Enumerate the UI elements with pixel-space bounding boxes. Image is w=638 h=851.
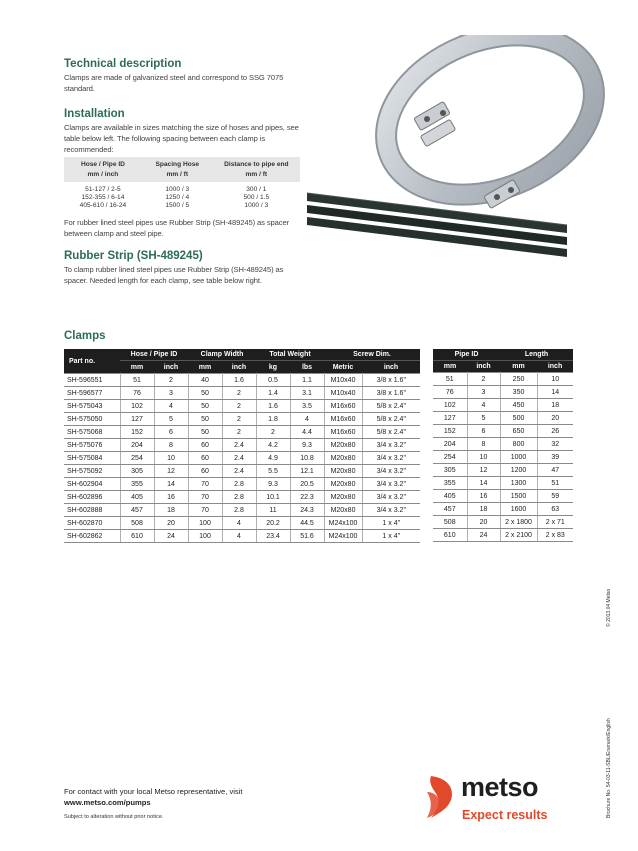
table-cell: 60 bbox=[188, 439, 222, 452]
table-cell: M20x80 bbox=[324, 478, 362, 491]
table-cell: 508 bbox=[433, 516, 467, 529]
table-cell: 3/8 x 1.6" bbox=[362, 387, 420, 400]
table-row bbox=[433, 529, 573, 542]
table-cell: 3/4 x 3.2" bbox=[362, 465, 420, 478]
sub-header: mm bbox=[500, 361, 537, 373]
header-hose-pipe-id: Hose / Pipe ID bbox=[120, 349, 188, 361]
spacing-cell: 51-127 / 2-5 bbox=[85, 186, 121, 193]
table-cell: 1500 bbox=[500, 490, 537, 503]
table-cell: 5/8 x 2.4" bbox=[362, 400, 420, 413]
table-cell: 60 bbox=[188, 452, 222, 465]
sub-header: inch bbox=[467, 361, 500, 373]
table-cell: 305 bbox=[433, 464, 467, 477]
table-cell: 20 bbox=[154, 517, 188, 530]
table-cell: 610 bbox=[120, 530, 154, 543]
table-cell: M16x60 bbox=[324, 400, 362, 413]
table-cell: 39 bbox=[537, 451, 573, 464]
table-cell: 4.9 bbox=[256, 452, 290, 465]
table-cell: 305 bbox=[120, 465, 154, 478]
table-cell: 26 bbox=[537, 425, 573, 438]
table-row bbox=[433, 412, 573, 425]
table-cell: 22.3 bbox=[290, 491, 324, 504]
table-cell: 14 bbox=[154, 478, 188, 491]
header-pipe-id: Pipe ID bbox=[433, 349, 500, 361]
install-text: Clamps are available in sizes matching the size of hoses and pipes, see table below left. The following spacing between each clamp is recommended: bbox=[64, 123, 299, 154]
header-screw-dim: Screw Dim. bbox=[324, 349, 420, 361]
table-cell: 2.8 bbox=[222, 478, 256, 491]
table-cell: 14 bbox=[467, 477, 500, 490]
spacing-row bbox=[64, 202, 300, 213]
table-cell: 508 bbox=[120, 517, 154, 530]
sub-header: kg bbox=[256, 361, 290, 374]
table-cell: 1.4 bbox=[256, 387, 290, 400]
table-cell: 254 bbox=[120, 452, 154, 465]
table-row bbox=[433, 516, 573, 529]
table-cell: 20.5 bbox=[290, 478, 324, 491]
table-cell: 1.8 bbox=[256, 413, 290, 426]
table-cell: 4 bbox=[222, 530, 256, 543]
table-cell: M20x80 bbox=[324, 465, 362, 478]
table-cell: 5 bbox=[154, 413, 188, 426]
clamps-heading: Clamps bbox=[64, 330, 106, 342]
table-cell: 3/4 x 3.2" bbox=[362, 504, 420, 517]
sub-header: inch bbox=[154, 361, 188, 374]
table-cell: 2.8 bbox=[222, 504, 256, 517]
table-cell: 457 bbox=[433, 503, 467, 516]
table-cell: 4 bbox=[290, 413, 324, 426]
table-cell: 10.8 bbox=[290, 452, 324, 465]
table-cell: 11 bbox=[256, 504, 290, 517]
logo-wordmark: metso bbox=[461, 772, 539, 802]
table-cell: 59 bbox=[537, 490, 573, 503]
table-row bbox=[433, 399, 573, 412]
table-cell: 3/4 x 3.2" bbox=[362, 478, 420, 491]
sub-header: Metric bbox=[324, 361, 362, 374]
table-row bbox=[433, 503, 573, 516]
table-cell: 3.1 bbox=[290, 387, 324, 400]
spacing-header-distance: Distance to pipe end mm / ft bbox=[213, 157, 300, 182]
part-number-cell: SH-575050 bbox=[64, 413, 120, 426]
table-cell: 18 bbox=[537, 399, 573, 412]
table-cell: 20 bbox=[467, 516, 500, 529]
table-cell: 10 bbox=[467, 451, 500, 464]
table-cell: 9.3 bbox=[256, 478, 290, 491]
table-cell: 500 bbox=[500, 412, 537, 425]
table-cell: M20x80 bbox=[324, 504, 362, 517]
table-cell: 50 bbox=[188, 387, 222, 400]
table-cell: 3/8 x 1.6" bbox=[362, 374, 420, 387]
table-row bbox=[64, 491, 420, 504]
table-cell: 6 bbox=[154, 426, 188, 439]
sub-header: inch bbox=[537, 361, 573, 373]
table-row bbox=[64, 400, 420, 413]
table-cell: 2 bbox=[222, 426, 256, 439]
header-clamp-width: Clamp Width bbox=[188, 349, 256, 361]
table-row bbox=[64, 478, 420, 491]
table-cell: 0.5 bbox=[256, 374, 290, 387]
table-cell: 50 bbox=[188, 426, 222, 439]
metso-logo bbox=[425, 772, 555, 822]
table-cell: 2 x 1800 bbox=[500, 516, 537, 529]
table-cell: 250 bbox=[500, 373, 537, 386]
table-cell: 2 bbox=[256, 426, 290, 439]
table-cell: 16 bbox=[467, 490, 500, 503]
table-cell: 70 bbox=[188, 478, 222, 491]
table-cell: 12.1 bbox=[290, 465, 324, 478]
table-cell: M10x40 bbox=[324, 387, 362, 400]
tech-text: Clamps are made of galvanized steel and correspond to SSG 7075 standard. bbox=[64, 73, 284, 93]
sub-header: mm bbox=[188, 361, 222, 374]
table-cell: 2 bbox=[222, 400, 256, 413]
table-cell: 1.6 bbox=[222, 374, 256, 387]
spacing-cell: 1250 / 4 bbox=[165, 194, 190, 201]
rubber-heading: Rubber Strip (SH-489245) bbox=[64, 250, 203, 262]
spacing-cell: 405-610 / 16-24 bbox=[79, 202, 127, 209]
alteration-notice: Subject to alteration without prior notice. bbox=[64, 814, 164, 820]
table-cell: 20 bbox=[537, 412, 573, 425]
table-cell: 24.3 bbox=[290, 504, 324, 517]
table-cell: 152 bbox=[120, 426, 154, 439]
table-cell: 50 bbox=[188, 413, 222, 426]
table-cell: 51.6 bbox=[290, 530, 324, 543]
table-cell: 152 bbox=[433, 425, 467, 438]
spacing-row bbox=[64, 194, 300, 202]
table-cell: 51 bbox=[120, 374, 154, 387]
table-cell: 8 bbox=[154, 439, 188, 452]
table-cell: 405 bbox=[433, 490, 467, 503]
part-number-cell: SH-596551 bbox=[64, 374, 120, 387]
strip-length-table bbox=[433, 349, 573, 542]
table-cell: 2 bbox=[467, 373, 500, 386]
table-cell: 2 bbox=[154, 374, 188, 387]
table-cell: 2.8 bbox=[222, 491, 256, 504]
contact-text: For contact with your local Metso representative, visit bbox=[64, 787, 243, 796]
install-heading: Installation bbox=[64, 108, 125, 120]
table-cell: 60 bbox=[188, 465, 222, 478]
table-cell: 5/8 x 2.4" bbox=[362, 426, 420, 439]
part-number-cell: SH-602896 bbox=[64, 491, 120, 504]
spacing-cell: 1000 / 3 bbox=[165, 186, 190, 193]
rubber-text: To clamp rubber lined steel pipes use Rubber Strip (SH-489245) as spacer. Needed length for each clamp, see table below right. bbox=[64, 265, 284, 285]
table-cell: 102 bbox=[433, 399, 467, 412]
table-row bbox=[64, 504, 420, 517]
table-cell: 20.2 bbox=[256, 517, 290, 530]
table-cell: 1300 bbox=[500, 477, 537, 490]
table-cell: 18 bbox=[154, 504, 188, 517]
table-cell: 2 bbox=[222, 387, 256, 400]
spacing-cell: 500 / 1.5 bbox=[243, 194, 270, 201]
table-cell: 4 bbox=[222, 517, 256, 530]
table-cell: 10 bbox=[154, 452, 188, 465]
table-cell: 1600 bbox=[500, 503, 537, 516]
table-cell: 50 bbox=[188, 400, 222, 413]
table-cell: 5 bbox=[467, 412, 500, 425]
table-row bbox=[64, 426, 420, 439]
table-row bbox=[433, 425, 573, 438]
table-cell: M20x80 bbox=[324, 452, 362, 465]
table-cell: 1200 bbox=[500, 464, 537, 477]
table-cell: 100 bbox=[188, 517, 222, 530]
table-cell: 3/4 x 3.2" bbox=[362, 439, 420, 452]
table-cell: M16x60 bbox=[324, 426, 362, 439]
header-length: Length bbox=[500, 349, 573, 361]
spacing-cell: 1000 / 3 bbox=[244, 202, 269, 209]
part-number-cell: SH-575092 bbox=[64, 465, 120, 478]
part-number-cell: SH-575068 bbox=[64, 426, 120, 439]
part-number-cell: SH-602870 bbox=[64, 517, 120, 530]
table-cell: 204 bbox=[433, 438, 467, 451]
table-cell: 6 bbox=[467, 425, 500, 438]
table-cell: 5.5 bbox=[256, 465, 290, 478]
part-number-cell: SH-575043 bbox=[64, 400, 120, 413]
table-cell: 355 bbox=[120, 478, 154, 491]
table-cell: 76 bbox=[433, 386, 467, 399]
contact-block bbox=[64, 786, 243, 808]
table-cell: 405 bbox=[120, 491, 154, 504]
spacing-header-spacing: Spacing Hose mm / ft bbox=[142, 157, 213, 182]
table-cell: 102 bbox=[120, 400, 154, 413]
table-cell: M10x40 bbox=[324, 374, 362, 387]
table-cell: 12 bbox=[154, 465, 188, 478]
table-cell: 24 bbox=[154, 530, 188, 543]
table-row bbox=[64, 517, 420, 530]
header-part-no: Part no. bbox=[64, 349, 120, 374]
table-cell: 3 bbox=[467, 386, 500, 399]
sub-header: inch bbox=[362, 361, 420, 374]
table-cell: M20x80 bbox=[324, 491, 362, 504]
table-cell: 1.1 bbox=[290, 374, 324, 387]
table-cell: 40 bbox=[188, 374, 222, 387]
table-cell: 5/8 x 2.4" bbox=[362, 413, 420, 426]
table-cell: 2.4 bbox=[222, 452, 256, 465]
table-cell: 76 bbox=[120, 387, 154, 400]
table-cell: 127 bbox=[433, 412, 467, 425]
table-cell: 2 x 83 bbox=[537, 529, 573, 542]
table-cell: 12 bbox=[467, 464, 500, 477]
part-number-cell: SH-602888 bbox=[64, 504, 120, 517]
spacing-cell: 1500 / 5 bbox=[165, 202, 190, 209]
brochure-number: Brochure No. 54-03-11-SBL/Eramark/English bbox=[606, 718, 612, 818]
spacing-table bbox=[64, 157, 300, 213]
table-cell: 800 bbox=[500, 438, 537, 451]
table-cell: M16x60 bbox=[324, 413, 362, 426]
logo-tagline: Expect results bbox=[462, 808, 548, 822]
table-row bbox=[64, 465, 420, 478]
table-row bbox=[64, 413, 420, 426]
part-number-cell: SH-602862 bbox=[64, 530, 120, 543]
spacing-header-hose: Hose / Pipe ID mm / inch bbox=[64, 157, 142, 182]
table-cell: 3/4 x 3.2" bbox=[362, 452, 420, 465]
table-cell: 9.3 bbox=[290, 439, 324, 452]
table-cell: 4.4 bbox=[290, 426, 324, 439]
table-cell: 3/4 x 3.2" bbox=[362, 491, 420, 504]
table-cell: 1 x 4" bbox=[362, 517, 420, 530]
table-cell: 2.4 bbox=[222, 465, 256, 478]
table-cell: 4 bbox=[154, 400, 188, 413]
table-row bbox=[64, 387, 420, 400]
table-cell: 254 bbox=[433, 451, 467, 464]
table-cell: 51 bbox=[537, 477, 573, 490]
table-cell: 1 x 4" bbox=[362, 530, 420, 543]
table-row bbox=[64, 530, 420, 543]
table-cell: 16 bbox=[154, 491, 188, 504]
metso-logo-icon bbox=[425, 772, 459, 820]
table-row bbox=[64, 374, 420, 387]
table-row bbox=[64, 439, 420, 452]
tech-heading: Technical description bbox=[64, 58, 182, 70]
table-cell: 10 bbox=[537, 373, 573, 386]
table-cell: 457 bbox=[120, 504, 154, 517]
sub-header: mm bbox=[433, 361, 467, 373]
table-row bbox=[433, 490, 573, 503]
table-cell: 32 bbox=[537, 438, 573, 451]
table-cell: 8 bbox=[467, 438, 500, 451]
table-cell: 204 bbox=[120, 439, 154, 452]
table-cell: 450 bbox=[500, 399, 537, 412]
table-cell: 4.2 bbox=[256, 439, 290, 452]
table-cell: 44.5 bbox=[290, 517, 324, 530]
table-cell: 2.4 bbox=[222, 439, 256, 452]
table-cell: 3.5 bbox=[290, 400, 324, 413]
product-image bbox=[305, 35, 605, 295]
table-cell: 14 bbox=[537, 386, 573, 399]
spacing-row bbox=[64, 182, 300, 194]
install-note: For rubber lined steel pipes use Rubber Strip (SH-489245) as spacer between clamp and steel pipe. bbox=[64, 218, 290, 238]
table-cell: 3 bbox=[154, 387, 188, 400]
table-cell: M24x100 bbox=[324, 517, 362, 530]
part-number-cell: SH-602904 bbox=[64, 478, 120, 491]
part-number-cell: SH-575084 bbox=[64, 452, 120, 465]
table-cell: 2 x 2100 bbox=[500, 529, 537, 542]
table-row bbox=[433, 464, 573, 477]
table-row bbox=[433, 438, 573, 451]
table-cell: M24x100 bbox=[324, 530, 362, 543]
part-number-cell: SH-575076 bbox=[64, 439, 120, 452]
spacing-cell: 300 / 1 bbox=[246, 186, 267, 193]
table-cell: 47 bbox=[537, 464, 573, 477]
table-cell: 2 x 71 bbox=[537, 516, 573, 529]
table-cell: 10.1 bbox=[256, 491, 290, 504]
copyright-text: © 2013.04 Metso bbox=[606, 588, 612, 627]
table-cell: 23.4 bbox=[256, 530, 290, 543]
part-number-cell: SH-596577 bbox=[64, 387, 120, 400]
table-cell: 1000 bbox=[500, 451, 537, 464]
table-cell: 355 bbox=[433, 477, 467, 490]
table-cell: 63 bbox=[537, 503, 573, 516]
table-cell: 4 bbox=[467, 399, 500, 412]
table-cell: M20x80 bbox=[324, 439, 362, 452]
table-row bbox=[64, 452, 420, 465]
table-row bbox=[433, 386, 573, 399]
table-cell: 1.6 bbox=[256, 400, 290, 413]
clamps-table bbox=[64, 349, 420, 543]
table-cell: 350 bbox=[500, 386, 537, 399]
table-row bbox=[433, 477, 573, 490]
table-cell: 51 bbox=[433, 373, 467, 386]
table-cell: 70 bbox=[188, 491, 222, 504]
spacing-cell: 152-355 / 6-14 bbox=[81, 194, 125, 201]
sub-header: inch bbox=[222, 361, 256, 374]
header-total-weight: Total Weight bbox=[256, 349, 324, 361]
table-cell: 70 bbox=[188, 504, 222, 517]
table-row bbox=[433, 373, 573, 386]
table-cell: 127 bbox=[120, 413, 154, 426]
table-cell: 18 bbox=[467, 503, 500, 516]
sub-header: mm bbox=[120, 361, 154, 374]
table-cell: 24 bbox=[467, 529, 500, 542]
contact-url-link[interactable]: www.metso.com/pumps bbox=[64, 798, 151, 807]
table-cell: 2 bbox=[222, 413, 256, 426]
pipe-clamp-image bbox=[362, 35, 605, 224]
table-cell: 610 bbox=[433, 529, 467, 542]
table-cell: 100 bbox=[188, 530, 222, 543]
sub-header: lbs bbox=[290, 361, 324, 374]
table-cell: 650 bbox=[500, 425, 537, 438]
table-row bbox=[433, 451, 573, 464]
